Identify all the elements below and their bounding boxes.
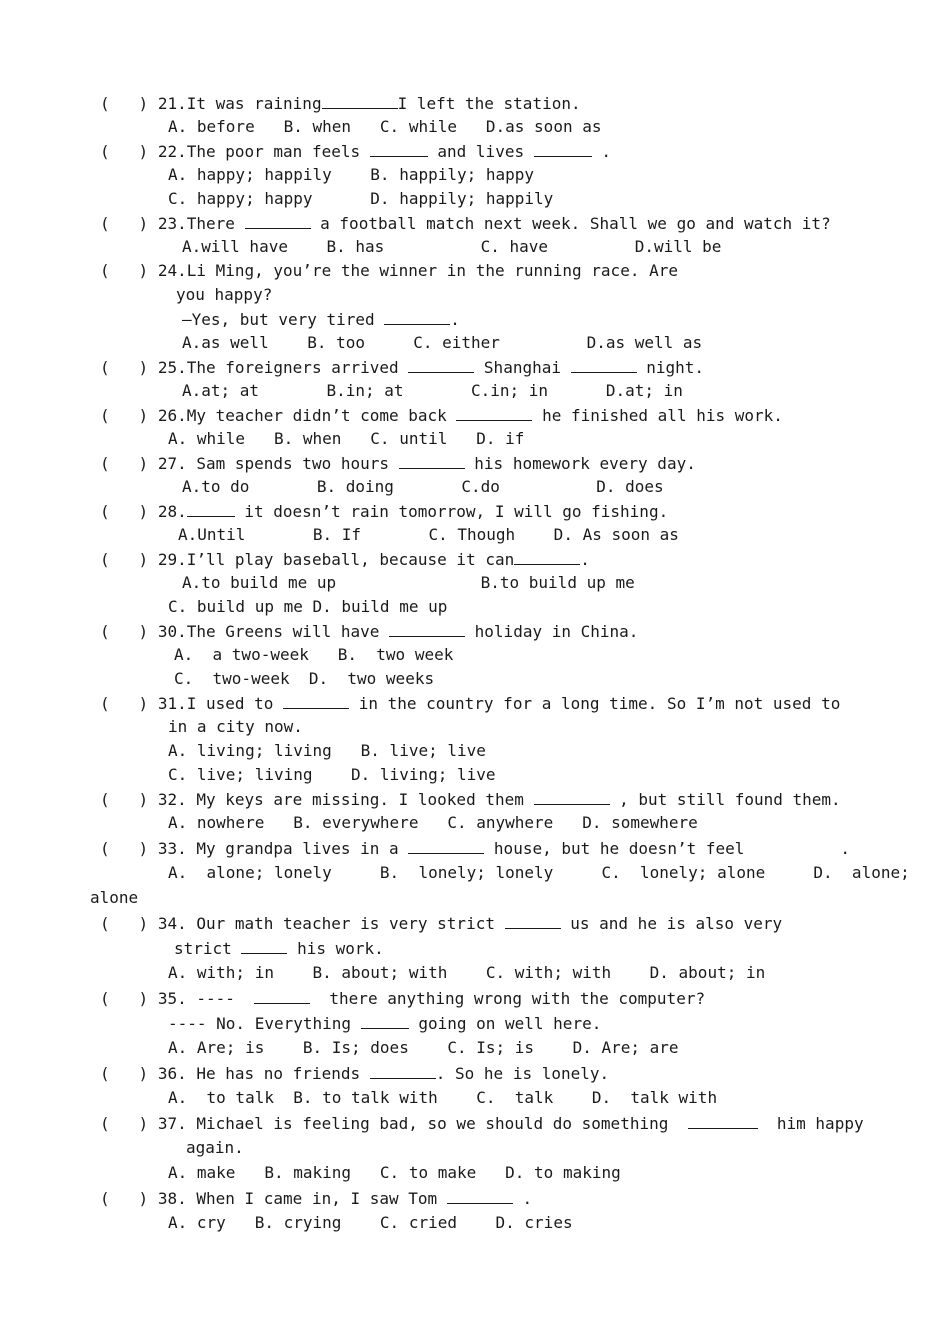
- answer-blank: [241, 938, 287, 954]
- answer-bracket[interactable]: ( ): [100, 989, 149, 1008]
- q23-options: A.will have B. has C. have D.will be: [182, 237, 722, 256]
- answer-blank: [408, 357, 474, 373]
- q27-options: A.to do B. doing C.do D. does: [182, 477, 664, 496]
- q30-options-2: C. two-week D. two weeks: [174, 669, 435, 688]
- answer-bracket[interactable]: ( ): [100, 694, 149, 713]
- answer-blank: [399, 453, 465, 469]
- q35-stem: ( ) 35. ---- there anything wrong with the computer?: [100, 989, 706, 1008]
- answer-blank: [534, 789, 610, 805]
- q24-stem: ( ) 24.Li Ming, you’re the winner in the running race. Are: [100, 261, 678, 280]
- answer-bracket[interactable]: ( ): [100, 406, 149, 425]
- answer-bracket[interactable]: ( ): [100, 214, 149, 233]
- answer-blank: [447, 1188, 513, 1204]
- answer-bracket[interactable]: ( ): [100, 914, 149, 933]
- answer-bracket[interactable]: ( ): [100, 550, 149, 569]
- answer-blank: [384, 309, 450, 325]
- q25-stem: ( ) 25.The foreigners arrived Shanghai night.: [100, 358, 705, 377]
- answer-blank: [187, 501, 235, 517]
- answer-blank: [571, 357, 637, 373]
- answer-blank: [389, 621, 465, 637]
- answer-blank: [361, 1013, 409, 1029]
- q22-options-1: A. happy; happily B. happily; happy: [168, 165, 535, 184]
- q34-options: A. with; in B. about; with C. with; with D. about; in: [168, 963, 766, 982]
- q32-options: A. nowhere B. everywhere C. anywhere D. somewhere: [168, 813, 698, 832]
- q26-stem: ( ) 26.My teacher didn’t come back he finished all his work.: [100, 406, 783, 425]
- q24-stem-cont: you happy?: [176, 285, 273, 304]
- answer-blank: [534, 141, 592, 157]
- q33-options-wrap: alone: [90, 888, 139, 907]
- q21-options: A. before B. when C. while D.as soon as: [168, 117, 602, 136]
- q29-options-1: A.to build me up B.to build up me: [182, 573, 635, 592]
- q26-options: A. while B. when C. until D. if: [168, 429, 525, 448]
- answer-bracket[interactable]: ( ): [100, 622, 149, 641]
- q30-options-1: A. a two-week B. two week: [174, 645, 454, 664]
- answer-blank: [370, 141, 428, 157]
- answer-blank: [370, 1063, 436, 1079]
- answer-bracket[interactable]: ( ): [100, 358, 149, 377]
- answer-blank: [514, 549, 580, 565]
- q28-options: A.Until B. If C. Though D. As soon as: [178, 525, 679, 544]
- q38-options: A. cry B. crying C. cried D. cries: [168, 1213, 573, 1232]
- q36-stem: ( ) 36. He has no friends . So he is lonely.: [100, 1064, 610, 1083]
- answer-blank: [456, 405, 532, 421]
- answer-bracket[interactable]: ( ): [100, 790, 149, 809]
- q24-options: A.as well B. too C. either D.as well as: [182, 333, 703, 352]
- q32-stem: ( ) 32. My keys are missing. I looked them , but still found them.: [100, 790, 841, 809]
- answer-bracket[interactable]: ( ): [100, 94, 149, 113]
- q21-stem: ( ) 21.It was raining I left the station.: [100, 94, 581, 113]
- answer-blank: [322, 93, 398, 109]
- answer-bracket[interactable]: ( ): [100, 1189, 149, 1208]
- q27-stem: ( ) 27. Sam spends two hours his homework every day.: [100, 454, 696, 473]
- q35-reply: ---- No. Everything going on well here.: [168, 1014, 602, 1033]
- q24-reply: —Yes, but very tired .: [182, 310, 460, 329]
- answer-blank: [245, 213, 311, 229]
- answer-blank: [688, 1113, 758, 1129]
- q31-stem-cont: in a city now.: [168, 717, 303, 736]
- q22-stem: ( ) 22.The poor man feels and lives .: [100, 142, 612, 161]
- answer-blank: [408, 838, 484, 854]
- answer-blank: [283, 693, 349, 709]
- q37-stem: ( ) 37. Michael is feeling bad, so we should do something him happy: [100, 1114, 864, 1133]
- q23-stem: ( ) 23.There a football match next week. Shall we go and watch it?: [100, 214, 831, 233]
- q29-options-2: C. build up me D. build me up: [168, 597, 448, 616]
- q34-stem-cont: strict his work.: [174, 939, 384, 958]
- q33-stem: ( ) 33. My grandpa lives in a house, but he doesn’t feel .: [100, 839, 851, 858]
- q28-stem: ( ) 28. it doesn’t rain tomorrow, I will go fishing.: [100, 502, 669, 521]
- q30-stem: ( ) 30.The Greens will have holiday in China.: [100, 622, 639, 641]
- answer-bracket[interactable]: ( ): [100, 502, 149, 521]
- q38-stem: ( ) 38. When I came in, I saw Tom .: [100, 1189, 533, 1208]
- q25-options: A.at; at B.in; at C.in; in D.at; in: [182, 381, 683, 400]
- q22-options-2: C. happy; happy D. happily; happily: [168, 189, 554, 208]
- answer-bracket[interactable]: ( ): [100, 1064, 149, 1083]
- answer-blank: [254, 988, 310, 1004]
- q31-options-2: C. live; living D. living; live: [168, 765, 496, 784]
- q31-options-1: A. living; living B. live; live: [168, 741, 486, 760]
- q36-options: A. to talk B. to talk with C. talk D. talk with: [168, 1088, 718, 1107]
- answer-bracket[interactable]: ( ): [100, 839, 149, 858]
- answer-blank: [505, 913, 561, 929]
- q35-options: A. Are; is B. Is; does C. Is; is D. Are; are: [168, 1038, 679, 1057]
- q29-stem: ( ) 29.I’ll play baseball, because it can .: [100, 550, 590, 569]
- q37-options: A. make B. making C. to make D. to making: [168, 1163, 621, 1182]
- q37-stem-cont: again.: [186, 1138, 244, 1157]
- answer-bracket[interactable]: ( ): [100, 1114, 149, 1133]
- answer-bracket[interactable]: ( ): [100, 454, 149, 473]
- answer-bracket[interactable]: ( ): [100, 142, 149, 161]
- answer-bracket[interactable]: ( ): [100, 261, 149, 280]
- q33-options: A. alone; lonely B. lonely; lonely C. lonely; alone D. alone;: [168, 863, 910, 882]
- q31-stem: ( ) 31.I used to in the country for a long time. So I’m not used to: [100, 694, 841, 713]
- q34-stem: ( ) 34. Our math teacher is very strict us and he is also very: [100, 914, 783, 933]
